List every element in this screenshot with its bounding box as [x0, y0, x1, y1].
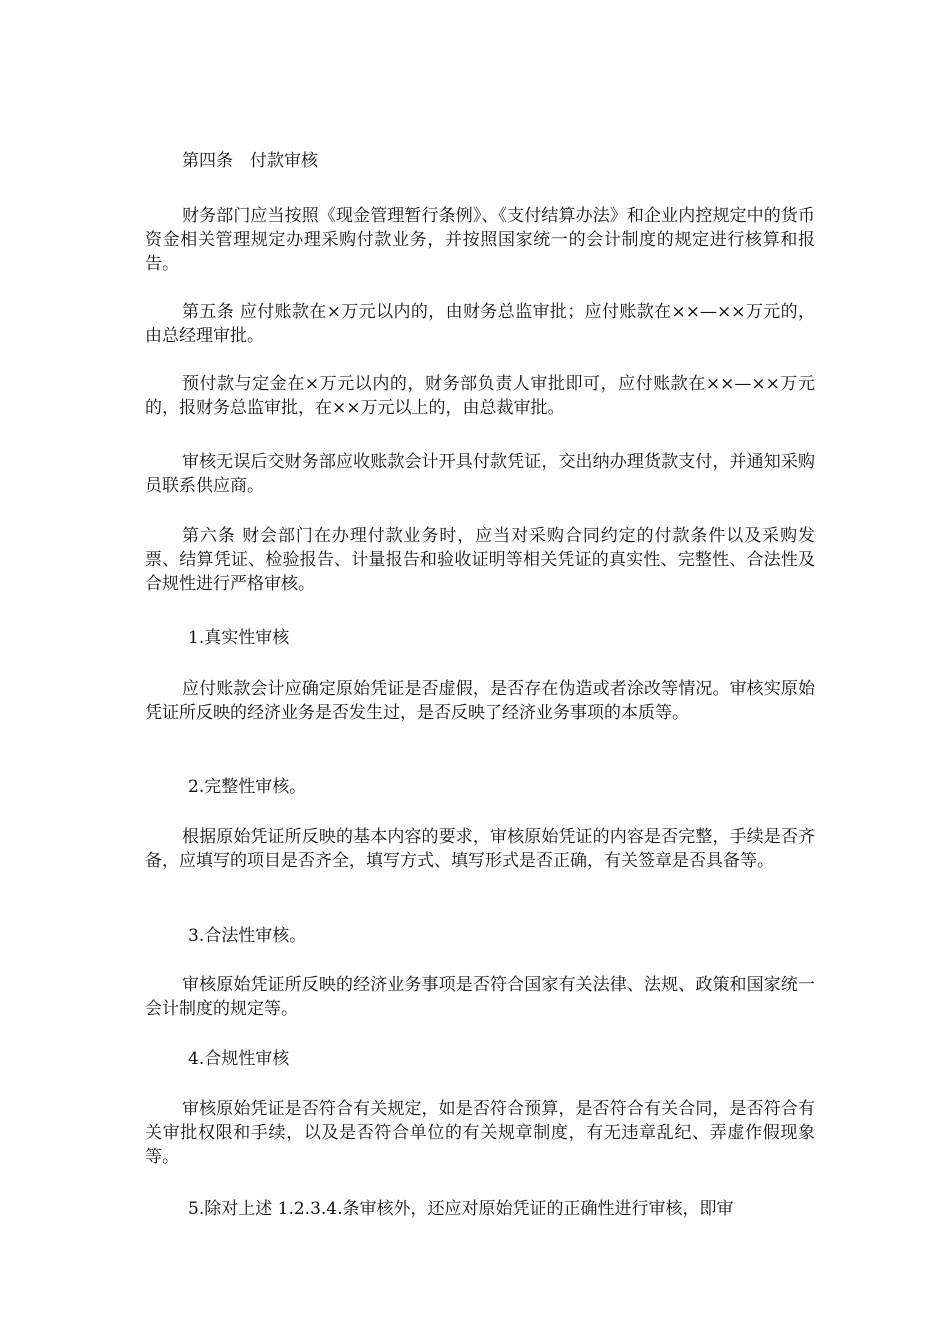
- paragraph-payment-rules: 财务部门应当按照《现金管理暂行条例》、《支付结算办法》和企业内控规定中的货币资金相关管理规定办理采购付款业务，并按照国家统一的会计制度的规定进行核算和报告。: [145, 206, 815, 274]
- subheading-authenticity: 1.真实性审核: [188, 628, 290, 648]
- paragraph-completeness: 根据原始凭证所反映的基本内容的要求，审核原始凭证的内容是否完整，手续是否齐备，应填写的项目是否齐全，填写方式、填写形式是否正确，有关签章是否具备等。: [145, 827, 815, 871]
- subheading-compliance: 4.合规性审核: [188, 1049, 290, 1069]
- paragraph-article-five: 第五条 应付账款在×万元以内的，由财务总监审批；应付账款在××—××万元的，由总经理审批。: [145, 302, 815, 346]
- paragraph-authenticity: 应付账款会计应确定原始凭证是否虚假，是否存在伪造或者涂改等情况。审核实原始凭证所反映的经济业务是否发生过，是否反映了经济业务事项的本质等。: [145, 679, 815, 723]
- paragraph-after-review: 审核无误后交财务部应收账款会计开具付款凭证，交出纳办理货款支付，并通知采购员联系供应商。: [145, 452, 815, 496]
- subheading-completeness: 2.完整性审核。: [188, 777, 307, 797]
- paragraph-prepayment: 预付款与定金在×万元以内的，财务部负责人审批即可，应付账款在××—××万元的，报财务总监审批，在××万元以上的，由总裁审批。: [145, 374, 815, 418]
- paragraph-correctness: 5.除对上述 1.2.3.4.条审核外，还应对原始凭证的正确性进行审核，即审: [188, 1199, 734, 1219]
- paragraph-article-six: 第六条 财会部门在办理付款业务时，应当对采购合同约定的付款条件以及采购发票、结算凭证、检验报告、计量报告和验收证明等相关凭证的真实性、完整性、合法性及合规性进行严格审核。: [145, 526, 815, 594]
- section-heading: 第四条 付款审核: [182, 151, 318, 171]
- subheading-legality: 3.合法性审核。: [188, 926, 307, 946]
- paragraph-compliance: 审核原始凭证是否符合有关规定，如是否符合预算，是否符合有关合同，是否符合有关审批权限和手续，以及是否符合单位的有关规章制度，有无违章乱纪、弄虚作假现象等。: [145, 1099, 815, 1167]
- paragraph-legality: 审核原始凭证所反映的经济业务事项是否符合国家有关法律、法规、政策和国家统一会计制度的规定等。: [145, 975, 815, 1019]
